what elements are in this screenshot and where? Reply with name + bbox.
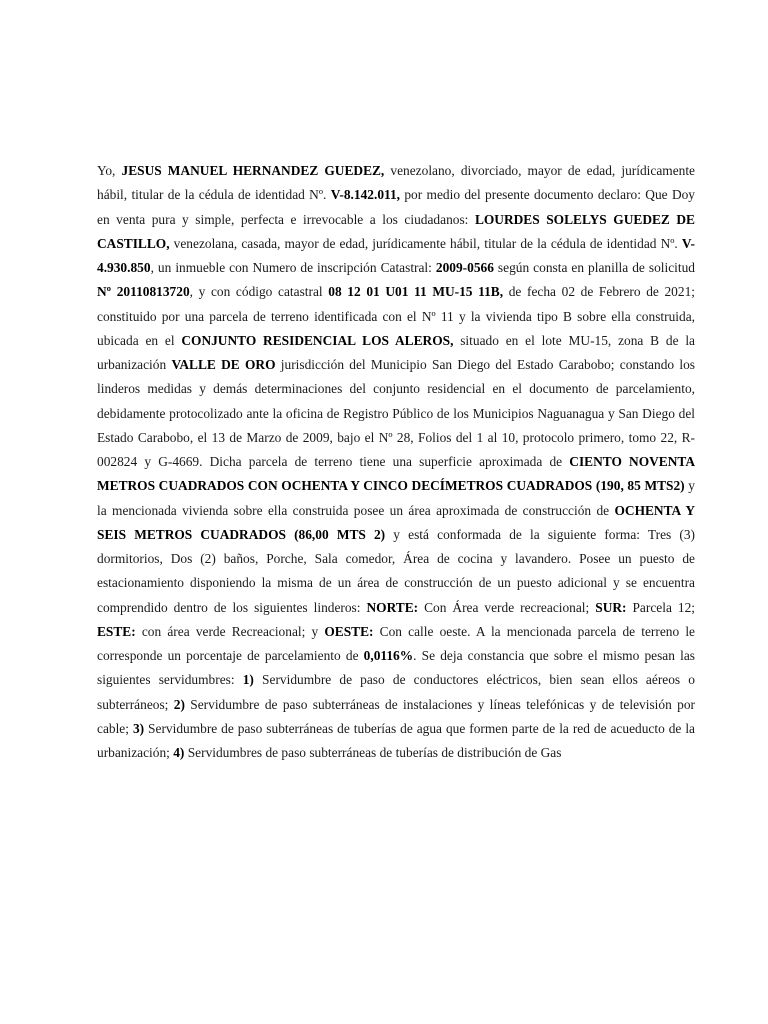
boundary-east-label: ESTE:	[97, 623, 136, 639]
parcel-percentage: 0,0116%	[363, 648, 414, 663]
easement-number-2: 2)	[173, 696, 185, 712]
text-segment: jurisdicción del Municipio San Diego del Estado Carabobo; constando los linderos medidas y demás determinaciones del conjunto residencial en el documento de parcelamiento, debidamente protocolizado ante la oficina de Registro Público de los Municipios Naguanagua y San Diego del Estado Carabobo, el 13 de Marzo de 2009, bajo el Nº 28, Folios del 1 al 10, protocolo primero, tomo 22, R-002824 y G-4669. Dicha parcela de terreno tiene una superficie aproximada de	[97, 357, 695, 469]
seller-name: JESUS MANUEL HERNANDEZ GUEDEZ,	[121, 163, 385, 178]
text-segment: Con calle oeste. A la mencionada parcela de terreno le corresponde un porcentaje de parcelamiento de	[97, 623, 695, 663]
boundary-west-label: OESTE:	[324, 623, 374, 639]
text-segment: Yo,	[97, 163, 122, 178]
boundary-north-label: NORTE:	[366, 599, 419, 615]
text-segment: venezolano, divorciado, mayor de edad, jurídicamente hábil, titular de la cédula de identidad Nº.	[97, 163, 695, 203]
text-segment: y la mencionada vivienda sobre ella construida posee un área aproximada de construcción de	[97, 478, 696, 518]
urbanization-name: VALLE DE ORO	[171, 357, 276, 372]
text-segment: . Se deja constancia que sobre el mismo pesan las siguientes servidumbres:	[97, 648, 695, 688]
text-segment: según consta en planilla de solicitud	[493, 260, 695, 275]
text-segment: Servidumbre de paso subterráneas de tuberías de agua que formen parte de la red de acueducto de la urbanización;	[97, 720, 695, 760]
text-segment: venezolana, casada, mayor de edad, jurídicamente hábil, titular de la cédula de identidad Nº.	[169, 235, 682, 251]
application-number: Nº 20110813720	[97, 284, 190, 300]
easement-number-3: 3)	[132, 720, 145, 736]
buyer-id-number: V-4.930.850	[97, 235, 695, 275]
buyer-name: LOURDES SOLELYS GUEDEZ DE CASTILLO,	[97, 211, 695, 251]
land-area: CIENTO NOVENTA METROS CUADRADOS CON OCHENTA Y CINCO DECÍMETROS CUADRADOS (190, 85 MTS2)	[97, 454, 695, 494]
text-segment: con área verde Recreacional; y	[135, 623, 325, 639]
seller-id-number: V-8.142.011,	[330, 187, 401, 203]
text-segment: Servidumbre de paso subterráneas de instalaciones y líneas telefónicas y de televisión por cable;	[97, 696, 695, 736]
residential-complex-name: CONJUNTO RESIDENCIAL LOS ALEROS,	[181, 332, 454, 348]
text-segment: Servidumbre de paso de conductores eléctricos, bien sean ellos aéreos o subterráneos;	[97, 672, 695, 712]
text-segment: y está conformada de la siguiente forma: Tres (3) dormitorios, Dos (2) baños, Porche, Sala comedor, Área de cocina y lavandero. Posee un puesto de estacionamiento disponiendo la misma de un área de construcción de un puesto adicional y se encuentra comprendido dentro de los siguientes linderos:	[97, 526, 696, 615]
construction-area: OCHENTA Y SEIS METROS CUADRADOS (86,00 MTS 2)	[97, 502, 695, 542]
text-segment: , un inmueble con Numero de inscripción Catastral:	[150, 260, 436, 275]
easement-number-4: 4)	[173, 745, 185, 760]
boundary-south-label: SUR:	[595, 599, 627, 615]
text-segment: Con Área verde recreacional;	[418, 599, 596, 615]
text-segment: Servidumbres de paso subterráneas de tuberías de distribución de Gas	[184, 745, 562, 760]
cadastral-code: 08 12 01 U01 11 MU-15 11B,	[328, 284, 504, 300]
text-segment: , y con código catastral	[189, 284, 329, 300]
text-segment: por medio del presente documento declaro: Que Doy en venta pura y simple, perfecta e irrevocable a los ciudadanos:	[97, 187, 696, 227]
cadastral-inscription-number: 2009-0566	[435, 260, 494, 275]
text-segment: de fecha 02 de Febrero de 2021; constituido por una parcela de terreno identificada con el Nº 11 y la vivienda tipo B sobre ella construida, ubicada en el	[97, 284, 695, 348]
text-segment: situado en el lote MU-15, zona B de la urbanización	[97, 332, 696, 372]
text-segment: Parcela 12;	[626, 599, 695, 615]
easement-number-1: 1)	[242, 672, 254, 688]
document-body-paragraph	[97, 159, 695, 765]
